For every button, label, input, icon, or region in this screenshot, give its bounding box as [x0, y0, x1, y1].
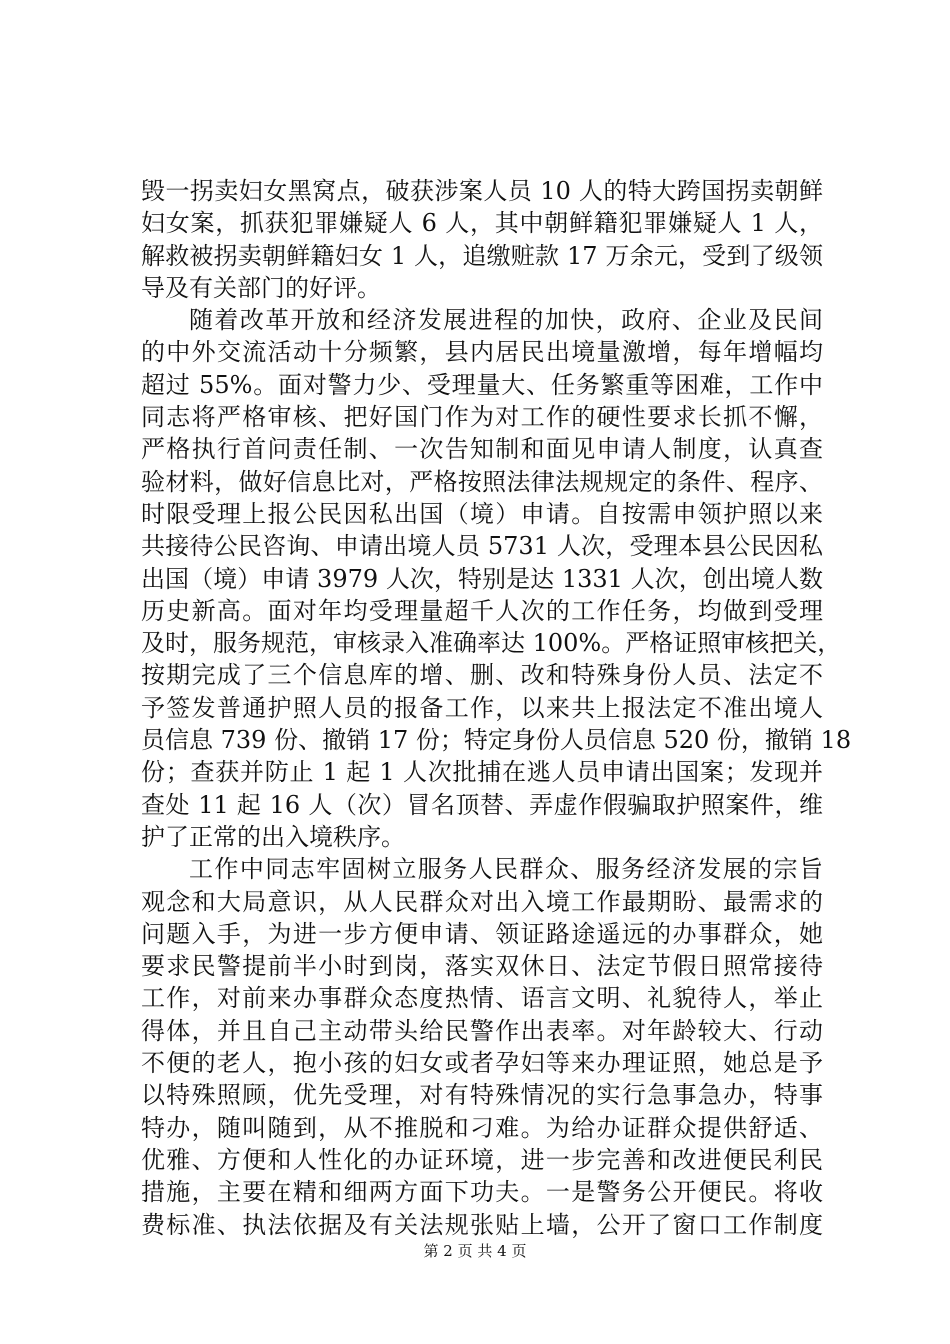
paragraph-3 — [141, 853, 823, 1241]
page-number: 第 2 页 共 4 页 — [423, 1242, 527, 1260]
text-line: 时限受理上报公民因私出国（境）申请。自按需申领护照以来 — [141, 499, 823, 528]
text-line: 同志将严格审核、把好国门作为对工作的硬性要求长抓不懈， — [141, 403, 823, 432]
text-line: 特办，随叫随到，从不推脱和刁难。为给办证群众提供舒适、 — [141, 1113, 823, 1142]
text-line: 严格执行首问责任制、一次告知制和面见申请人制度，认真查 — [141, 435, 823, 464]
paragraph-2 — [141, 304, 852, 853]
text-line: 予签发普通护照人员的报备工作，以来共上报法定不准出境人 — [141, 693, 823, 722]
text-line: 查处 11 起 16 人（次）冒名顶替、弄虚作假骗取护照案件，维 — [141, 790, 823, 819]
text-line: 导及有关部门的好评。 — [141, 273, 381, 302]
text-line: 验材料，做好信息比对，严格按照法律法规规定的条件、程序、 — [141, 467, 823, 496]
paragraph-1 — [141, 175, 823, 304]
text-line: 措施，主要在精和细两方面下功夫。一是警务公开便民。将收 — [141, 1178, 823, 1207]
text-line: 费标准、执法依据及有关法规张贴上墙，公开了窗口工作制度 — [141, 1210, 823, 1239]
text-line: 问题入手，为进一步方便申请、领证路途遥远的办事群众，她 — [141, 919, 823, 948]
text-line: 护了正常的出入境秩序。 — [141, 822, 405, 851]
text-line: 毁一拐卖妇女黑窝点，破获涉案人员 10 人的特大跨国拐卖朝鲜 — [141, 177, 823, 205]
text-line: 共接待公民咨询、申请出境人员 5731 人次，受理本县公民因私 — [141, 532, 823, 561]
text-line: 不便的老人，抱小孩的妇女或者孕妇等来办理证照，她总是予 — [141, 1049, 823, 1078]
text-line: 员信息 739 份、撤销 17 份；特定身份人员信息 520 份，撤销 18 — [141, 726, 852, 755]
text-line: 优雅、方便和人性化的办证环境，进一步完善和改进便民利民 — [141, 1145, 823, 1174]
text-line: 的中外交流活动十分频繁，县内居民出境量激增，每年增幅均 — [141, 338, 823, 367]
text-line: 工作中同志牢固树立服务人民群众、服务经济发展的宗旨 — [189, 855, 823, 884]
text-line: 份；查获并防止 1 起 1 人次批捕在逃人员申请出国案；发现并 — [141, 758, 823, 787]
text-line: 按期完成了三个信息库的增、删、改和特殊身份人员、法定不 — [141, 661, 823, 690]
text-line: 妇女案，抓获犯罪嫌疑人 6 人，其中朝鲜籍犯罪嫌疑人 1 人， — [141, 209, 823, 238]
text-line: 工作，对前来办事群众态度热情、语言文明、礼貌待人，举止 — [141, 984, 823, 1013]
text-line: 历史新高。面对年均受理量超千人次的工作任务，均做到受理 — [141, 596, 823, 625]
text-line: 要求民警提前半小时到岗，落实双休日、法定节假日照常接待 — [141, 952, 823, 981]
body-text — [141, 175, 852, 1241]
text-line: 及时，服务规范，审核录入准确率达 100%。严格证照审核把关， — [141, 629, 842, 658]
text-line: 超过 55%。面对警力少、受理量大、任务繁重等困难，工作中 — [141, 370, 823, 399]
text-line: 解救被拐卖朝鲜籍妇女 1 人，追缴赃款 17 万余元，受到了级领 — [141, 241, 823, 270]
text-line: 以特殊照顾，优先受理，对有特殊情况的实行急事急办，特事 — [141, 1081, 823, 1110]
text-line: 随着改革开放和经济发展进程的加快，政府、企业及民间 — [189, 306, 823, 335]
text-line: 出国（境）申请 3979 人次，特别是达 1331 人次，创出境人数 — [141, 564, 823, 593]
text-line: 观念和大局意识，从人民群众对出入境工作最期盼、最需求的 — [141, 887, 823, 916]
page-footer — [0, 1241, 950, 1261]
text-line: 得体，并且自己主动带头给民警作出表率。对年龄较大、行动 — [141, 1016, 823, 1045]
